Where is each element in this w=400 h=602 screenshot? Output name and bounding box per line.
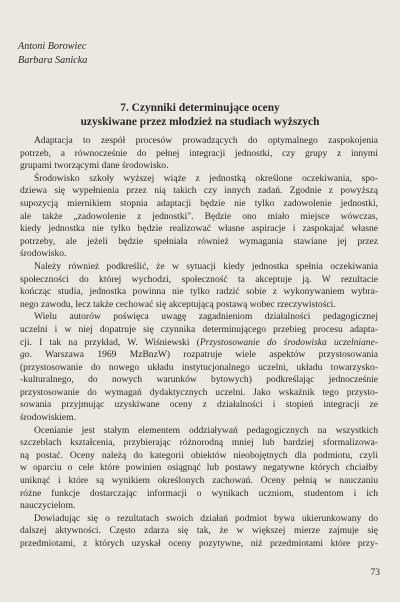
- text-line: Wielu autorów poświęca uwagę zagadnieniom działalności pedagogicznej: [34, 311, 378, 323]
- text-line: ale także „zadowolenie z jednostki". Będzie ono miało miejsce wówczas,: [20, 210, 378, 222]
- text-line: kiedy jednostka nie tylko będzie realizować własne aspiracje i zaspokajać własne: [20, 223, 378, 235]
- text-line: w oparciu o cele które powinien osiągnąć lub postawy negatywne których chciałby: [20, 462, 378, 474]
- chapter-title: [20, 101, 380, 129]
- text-line: różne funkcje dostarczając informacji o wynikach uczniom, studentom i ich: [20, 487, 378, 499]
- paragraph: [20, 135, 378, 173]
- text-line: potrzeb, a równocześnie do pełnej integracji jednostki, czy grupy z innymi: [20, 147, 378, 159]
- paragraph: [20, 513, 378, 551]
- chapter-title-line: uzyskiwane przez młodzież na studiach wyższych: [80, 116, 320, 128]
- text-line: nauczycielom.: [20, 500, 76, 512]
- paragraph: [20, 311, 378, 424]
- text-line: (przystosowanie do nowego układu instytucjonalnego uczelni, układu towarzysko-: [20, 361, 378, 373]
- text-line: środowisko.: [20, 248, 67, 260]
- text-line: środowiskiem.: [20, 412, 76, 424]
- text-line: Ocenianie jest stałym elementem oddziaływań pedagogicznych na wszystkich: [34, 424, 378, 436]
- author-name: Barbara Sanicka: [18, 55, 88, 66]
- text-line: przystosowanie do wymagań dydaktycznych uczelni. Jako wskaźnik tego przysto-: [20, 386, 378, 398]
- text-line: dziewa się wypełnienia przez nią takich czy innych zadań. Zgodnie z powyższą: [20, 185, 378, 197]
- author-block: [18, 40, 87, 68]
- cited-title: Przystosowanie do środowiska uczelniane-: [199, 336, 378, 348]
- text-line: sowania przyjmując uzyskiwane oceny z działalności i stopień integracji ze: [20, 399, 378, 411]
- paragraph: [20, 173, 378, 261]
- text-line: dalszej aktywności. Często zdarza się tak, że w większej mierze zajmuje się: [20, 525, 378, 537]
- author-name: Antoni Borowiec: [18, 41, 87, 52]
- text-line: grupami tworzącymi dane środowisko.: [20, 160, 169, 172]
- page-number: 73: [370, 568, 380, 578]
- text-line: Należy również podkreślić, że w sytuacji kiedy jednostka spełnia oczekiwania: [34, 260, 378, 272]
- text-line: -kulturalnego, do nowych warunków bytowych) podkreślając jednocześnie: [20, 374, 378, 386]
- text-line: Dowiadując się o rezultatach swoich działań podmiot bywa ukierunkowany do: [34, 512, 378, 524]
- chapter-title-line: 7. Czynniki determinujące oceny: [120, 102, 280, 114]
- text-line: supozycją miernikiem stopnia adaptacji będzie nie tylko zadowolenie jednostki,: [20, 197, 378, 209]
- text-line: społeczności do której wychodzi, społeczność ta akceptuje ją. W rezultacie: [20, 273, 378, 285]
- text-line: go. Warszawa 1969 MzBnzW) rozpatruje wiele aspektów przystosowania: [20, 349, 378, 361]
- text-line: Adaptacja to zespół procesów prowadzących do optymalnego zaspokojenia: [34, 135, 378, 146]
- text-line: cji. I tak na przykład, W. Wiśniewski (Przystosowanie do środowiska uczelniane-: [20, 336, 378, 348]
- text-line: kończąc studia, jednostka powinna nie tylko radzić sobie z wykonywaniem wybra-: [20, 286, 378, 298]
- text-line: nego zawodu, lecz także cechować się akceptującą postawą wobec rzeczywistości.: [20, 298, 336, 310]
- text-line: uniknąć i które są wynikiem określonych zachowań. Oceny pełnią w nauczaniu: [20, 475, 378, 487]
- text-line: uczelni i w niej dopatruje się czynnika determinującego przebieg procesu adapta-: [20, 323, 378, 335]
- text-line: ną postać. Oceny należą do kategorii obiektów nieobojętnych dla podmiotu, czyli: [20, 449, 378, 461]
- text-line: przedmiotami, z których uzyskał oceny pozytywne, niż przedmiotami które przy-: [20, 538, 378, 549]
- cited-title: go: [20, 349, 30, 361]
- text-line: Środowisko szkoły wyższej wiąże z jednostką określone oczekiwania, spo-: [34, 172, 378, 184]
- paragraph: [20, 425, 378, 513]
- body-text: [20, 135, 378, 551]
- text-line: potrzeby, ale jeżeli będzie spełniała również wymagania stawiane jej przez: [20, 235, 378, 247]
- text-line: szczeblach kształcenia, przybierając różnorodną mniej lub bardziej sformalizowa-: [20, 437, 378, 449]
- paragraph: [20, 261, 378, 311]
